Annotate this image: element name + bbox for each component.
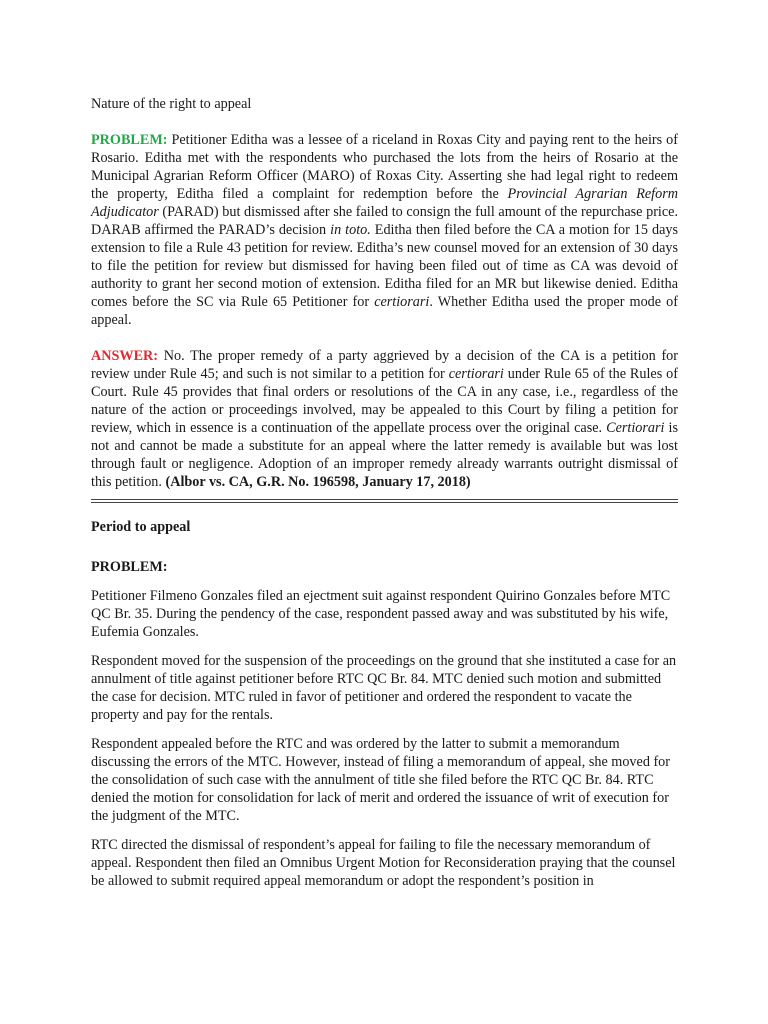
case-citation: (Albor vs. CA, G.R. No. 196598, January 17, 2018) (165, 474, 471, 490)
problem-text: . Whether Editha used the proper mode of appeal. (91, 294, 678, 328)
problem-label: PROBLEM: (91, 559, 168, 575)
problem-text: Editha then filed before the CA a motion for 15 days extension to file a Rule 43 petition for review. Editha’s new counsel moved for an extension of 30 days to file the petition for review but dismissed for having been filed out of time as CA was devoid of authority to grant her second motion of extension. Editha filed for an MR but likewise denied. Editha comes before the SC via Rule 65 Petitioner for (91, 222, 678, 310)
answer-text: is not and cannot be made a substitute for an appeal where the latter remedy is available but was lost through fault or negligence. Adoption of an improper remedy already warrants outright dismissal of this petition. (91, 420, 678, 490)
problem-text: Petitioner Editha was a lessee of a riceland in Roxas City and paying rent to the heirs of Rosario. Editha met with the respondents who purchased the lots from the heirs of Rosario at the Municipal Agrarian Reform Officer (MARO) of Roxas City. Asserting she had legal right to redeem the property, Editha filed a complaint for redemption before the (91, 132, 678, 202)
answer-italic-term: Certiorari (606, 420, 665, 436)
body-paragraph: Respondent appealed before the RTC and was ordered by the latter to submit a memorandum discussing the errors of the MTC. However, instead of filing a memorandum of appeal, she moved for the consolidation of such case with the annulment of title she filed before the RTC QC Br. 84. RTC denied the motion for consolidation for lack of merit and ordered the issuance of writ of execution for the judgment of the MTC. (91, 736, 670, 824)
problem-text: (PARAD) but dismissed after she failed to consign the full amount of the repurchase price. DARAB affirmed the PARAD’s decision (91, 204, 678, 238)
section-heading: Nature of the right to appeal (91, 96, 252, 112)
answer-text: under Rule 65 of the Rules of Court. Rule 45 provides that final orders or resolutions of the CA in any case, i.e., regardless of the nature of the action or proceedings involved, may be appealed to this Court by filing a petition for review, which in essence is a continuation of the appellate process over the original case. (91, 366, 678, 436)
answer-label: ANSWER: (91, 348, 159, 364)
problem-label: PROBLEM: (91, 132, 168, 148)
answer-text: No. The proper remedy of a party aggrieved by a decision of the CA is a petition for review under Rule 45; and such is not similar to a petition for (91, 348, 678, 382)
document-page (91, 95, 678, 890)
answer-italic-term: certiorari (448, 366, 504, 382)
problem-italic-term: Provincial Agrarian Reform Adjudicator (91, 186, 678, 220)
body-paragraph: Respondent moved for the suspension of the proceedings on the ground that she instituted a case for an annulment of title against petitioner before RTC QC Br. 84. MTC denied such motion and submitted the case for decision. MTC ruled in favor of petitioner and ordered the respondent to vacate the property and pay for the rentals. (91, 653, 677, 723)
body-paragraph: RTC directed the dismissal of respondent’s appeal for failing to file the necessary memorandum of appeal. Respondent then filed an Omnibus Urgent Motion for Reconsideration praying that the counsel be allowed to submit required appeal memorandum or adopt the respondent’s position in (91, 837, 676, 889)
problem-paragraph (91, 131, 678, 329)
section-heading: Period to appeal (91, 519, 191, 535)
problem-italic-term: certiorari (374, 294, 430, 310)
body-paragraph: Petitioner Filmeno Gonzales filed an ejectment suit against respondent Quirino Gonzales before MTC QC Br. 35. During the pendency of the case, respondent passed away and was substituted by his wife, Eufemia Gonzales. (91, 588, 671, 640)
section-divider (91, 499, 678, 503)
answer-paragraph (91, 347, 678, 491)
problem-italic-term: in toto. (330, 222, 371, 238)
